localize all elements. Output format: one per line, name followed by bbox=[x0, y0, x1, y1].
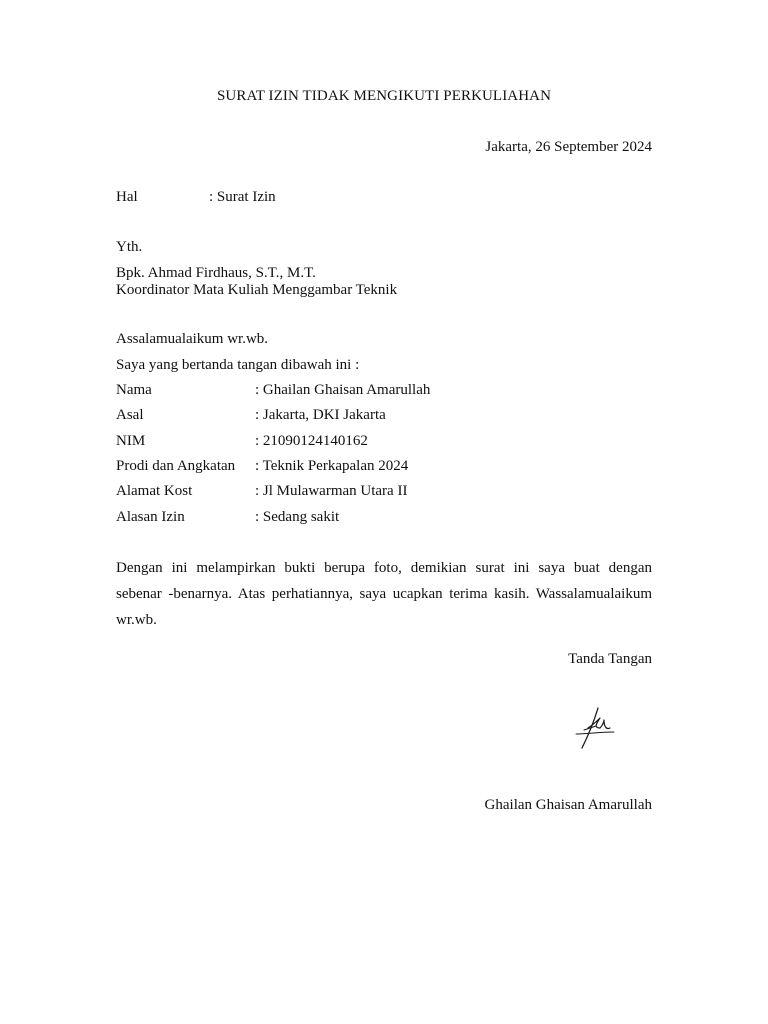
recipient-position: Koordinator Mata Kuliah Menggambar Teknik bbox=[116, 282, 398, 298]
letter-title: SURAT IZIN TIDAK MENGIKUTI PERKULIAHAN bbox=[216, 88, 552, 104]
signer-name: Ghailan Ghaisan Amarullah bbox=[484, 797, 652, 813]
handwritten-signature bbox=[566, 704, 616, 754]
place-date: Jakarta, 26 September 2024 bbox=[485, 139, 652, 155]
subject-label: Hal bbox=[116, 189, 138, 205]
closing-line: sebenar -benarnya. Atas perhatiannya, saya ucapkan terima kasih. Wassalamualaikum bbox=[116, 586, 652, 602]
closing-line: wr.wb. bbox=[116, 612, 157, 628]
field-value: : Jl Mulawarman Utara II bbox=[255, 483, 408, 499]
field-label: Prodi dan Angkatan bbox=[116, 458, 236, 474]
field-value: : Ghailan Ghaisan Amarullah bbox=[255, 382, 431, 398]
subject-value: : Surat Izin bbox=[209, 189, 276, 205]
field-value: : Jakarta, DKI Jakarta bbox=[255, 407, 386, 423]
greeting: Assalamualaikum wr.wb. bbox=[116, 331, 269, 347]
intro-line: Saya yang bertanda tangan dibawah ini : bbox=[116, 357, 360, 373]
field-label: Alamat Kost bbox=[116, 483, 193, 499]
field-value: : Sedang sakit bbox=[255, 509, 340, 525]
signature-label: Tanda Tangan bbox=[568, 651, 652, 667]
field-label: Alasan Izin bbox=[116, 509, 185, 525]
field-value: : Teknik Perkapalan 2024 bbox=[255, 458, 409, 474]
closing-line: Dengan ini melampirkan bukti berupa foto, demikian surat ini saya buat dengan bbox=[116, 560, 652, 576]
field-label: NIM bbox=[116, 433, 146, 449]
field-label: Nama bbox=[116, 382, 152, 398]
closing-paragraph bbox=[116, 555, 652, 633]
field-value: : 21090124140162 bbox=[255, 433, 368, 449]
recipient-name: Bpk. Ahmad Firdhaus, S.T., M.T. bbox=[116, 265, 316, 281]
field-label: Asal bbox=[116, 407, 144, 423]
recipient-salutation: Yth. bbox=[116, 239, 143, 255]
